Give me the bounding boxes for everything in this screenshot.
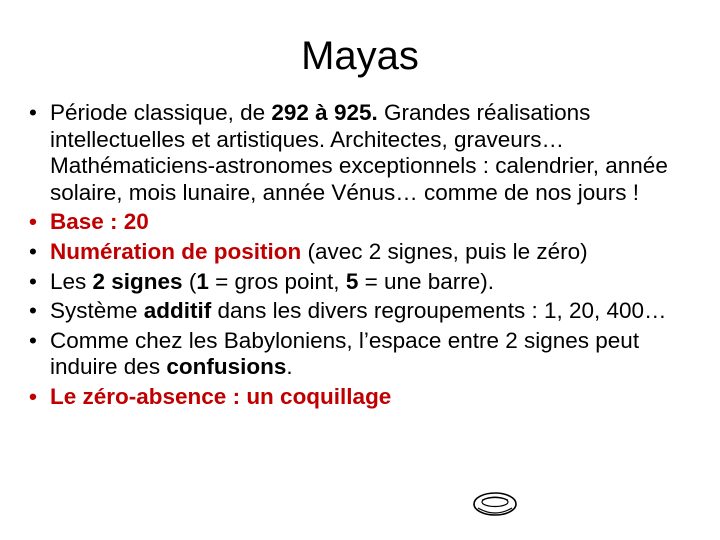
bullet-item-periode: [22, 100, 702, 206]
bullet-text: Grandes réalisations intellectuelles et artistiques. Architectes, graveurs… Mathématiciens-astronomes exceptionnels : calendrier, année solaire, mois lunaire, année Vénus… comme de nos jours !: [50, 100, 668, 205]
bullet-item-additif: [22, 298, 702, 325]
bullet-marker: •: [29, 327, 37, 353]
bullet-marker: •: [29, 384, 37, 410]
bullet-item-zero: [22, 384, 702, 411]
bullet-text-bold: 5: [345, 268, 359, 294]
bullet-list: [22, 100, 702, 414]
bullet-text: Base : 20: [50, 209, 149, 235]
bullet-text-red: Numération de position: [50, 238, 302, 264]
bullet-marker: •: [29, 268, 37, 294]
bullet-text: dans les divers regroupements : 1, 20, 400…: [211, 298, 667, 324]
bullet-marker: •: [29, 100, 37, 125]
bullet-text-bold: additif: [143, 298, 212, 324]
bullet-item-signes: [22, 269, 702, 296]
bullet-marker: •: [29, 209, 37, 235]
bullet-item-numeration: [22, 239, 702, 266]
bullet-text: (: [182, 268, 197, 294]
bullet-text: Les: [50, 268, 93, 294]
bullet-text: Le zéro-absence : un coquillage: [50, 384, 392, 410]
bullet-text: = gros point,: [208, 268, 346, 294]
bullet-marker: •: [29, 238, 37, 264]
bullet-text: Période classique, de: [50, 100, 272, 125]
bullet-text: Comme chez les Babyloniens, l’espace entre 2 signes peut induire des: [50, 327, 640, 380]
bullet-text-bold: 1: [196, 268, 209, 294]
bullet-text: Système: [50, 298, 144, 324]
bullet-item-babyloniens: [22, 328, 702, 381]
shell-icon: [470, 488, 520, 522]
bullet-text: .: [286, 354, 293, 380]
bullet-marker: •: [29, 298, 37, 324]
slide-title: Mayas: [301, 34, 419, 78]
bullet-text-bold: 292 à 925.: [271, 100, 378, 125]
bullet-item-base: [22, 209, 702, 236]
bullet-text-bold: confusions: [166, 354, 287, 380]
bullet-text: (avec 2 signes, puis le zéro): [301, 238, 588, 264]
bullet-text: = une barre).: [358, 268, 495, 294]
bullet-text-bold: 2 signes: [92, 268, 183, 294]
